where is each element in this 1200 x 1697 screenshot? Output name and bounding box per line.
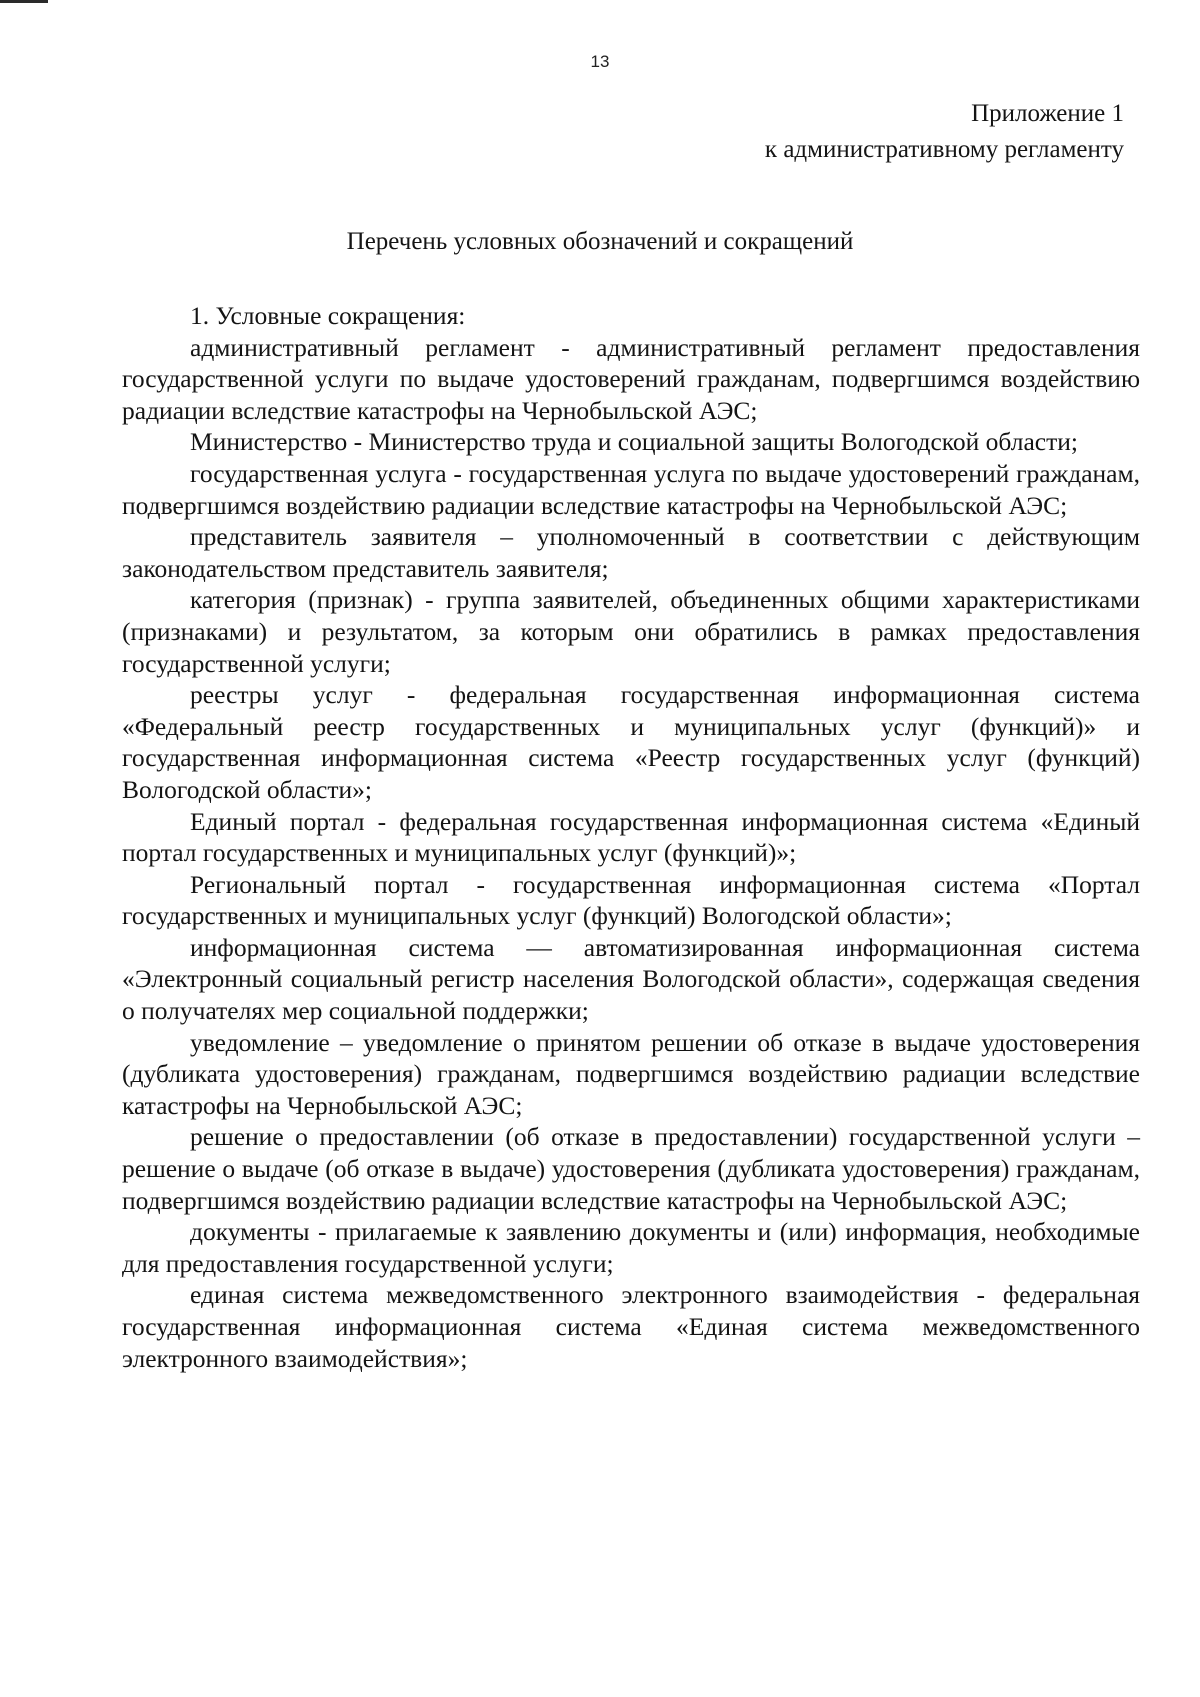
definition-decision: решение о предоставлении (об отказе в предоставлении) государственной услуги – решение о выдаче (об отказе в выдаче) удостоверения (дубликата удостоверения) гражданам, подвергшимся воздействию радиации вследствие катастрофы на Чернобыльской АЭС; [122, 1122, 1140, 1215]
document-body [122, 300, 1140, 1374]
definition-interagency-system: единая система межведомственного электронного взаимодействия - федеральная государственная информационная система «Единая система межведомственного электронного взаимодействия»; [122, 1280, 1140, 1373]
annex-line-2: к административному регламенту [764, 136, 1124, 163]
definition-applicant-representative: представитель заявителя – уполномоченный в соответствии с действующим законодательством представитель заявителя; [122, 522, 1140, 583]
definition-administrative-regulation: административный регламент - административный регламент предоставления государственной услуги по выдаче удостоверений гражданам, подвергшимся воздействию радиации вследствие катастрофы на Чернобыльской АЭС; [122, 332, 1140, 425]
definition-information-system: информационная система — автоматизированная информационная система «Электронный социальный регистр населения Вологодской области», содержащая сведения о получателях мер социальной поддержки; [122, 932, 1140, 1026]
definition-notification: уведомление – уведомление о принятом решении об отказе в выдаче удостоверения (дубликата удостоверения) гражданам, подвергшимся воздействию радиации вследствие катастрофы на Чернобыльской АЭС; [122, 1027, 1140, 1120]
annex-header [765, 96, 1124, 168]
definition-ministry: Министерство - Министерство труда и социальной защиты Вологодской области; [190, 427, 1078, 457]
scan-corner-mark [0, 0, 48, 3]
page-number: 13 [590, 52, 610, 71]
definition-unified-portal: Единый портал - федеральная государственная информационная система «Единый портал государственных и муниципальных услуг (функций)»; [122, 806, 1140, 868]
definition-state-service: государственная услуга - государственная услуга по выдаче удостоверений гражданам, подвергшимся воздействию радиации вследствие катастрофы на Чернобыльской АЭС; [122, 458, 1140, 520]
annex-line-1: Приложение 1 [971, 100, 1124, 127]
definition-regional-portal: Региональный портал - государственная информационная система «Портал государственных и муниципальных услуг (функций) Вологодской области»; [122, 869, 1140, 931]
definition-documents: документы - прилагаемые к заявлению документы и (или) информация, необходимые для предоставления государственной услуги; [122, 1217, 1140, 1278]
definition-category: категория (признак) - группа заявителей, объединенных общими характеристиками (признаками) и результатом, за которым они обратились в рамках предоставления государственной услуги; [122, 585, 1140, 678]
section-heading: 1. Условные сокращения: [190, 301, 466, 330]
document-title: Перечень условных обозначений и сокращений [346, 228, 854, 255]
definition-service-registries: реестры услуг - федеральная государственная информационная система «Федеральный реестр государственных и муниципальных услуг (функций)» и государственная информационная система «Реестр государственных услуг (функций) Вологодской области»; [122, 680, 1140, 804]
